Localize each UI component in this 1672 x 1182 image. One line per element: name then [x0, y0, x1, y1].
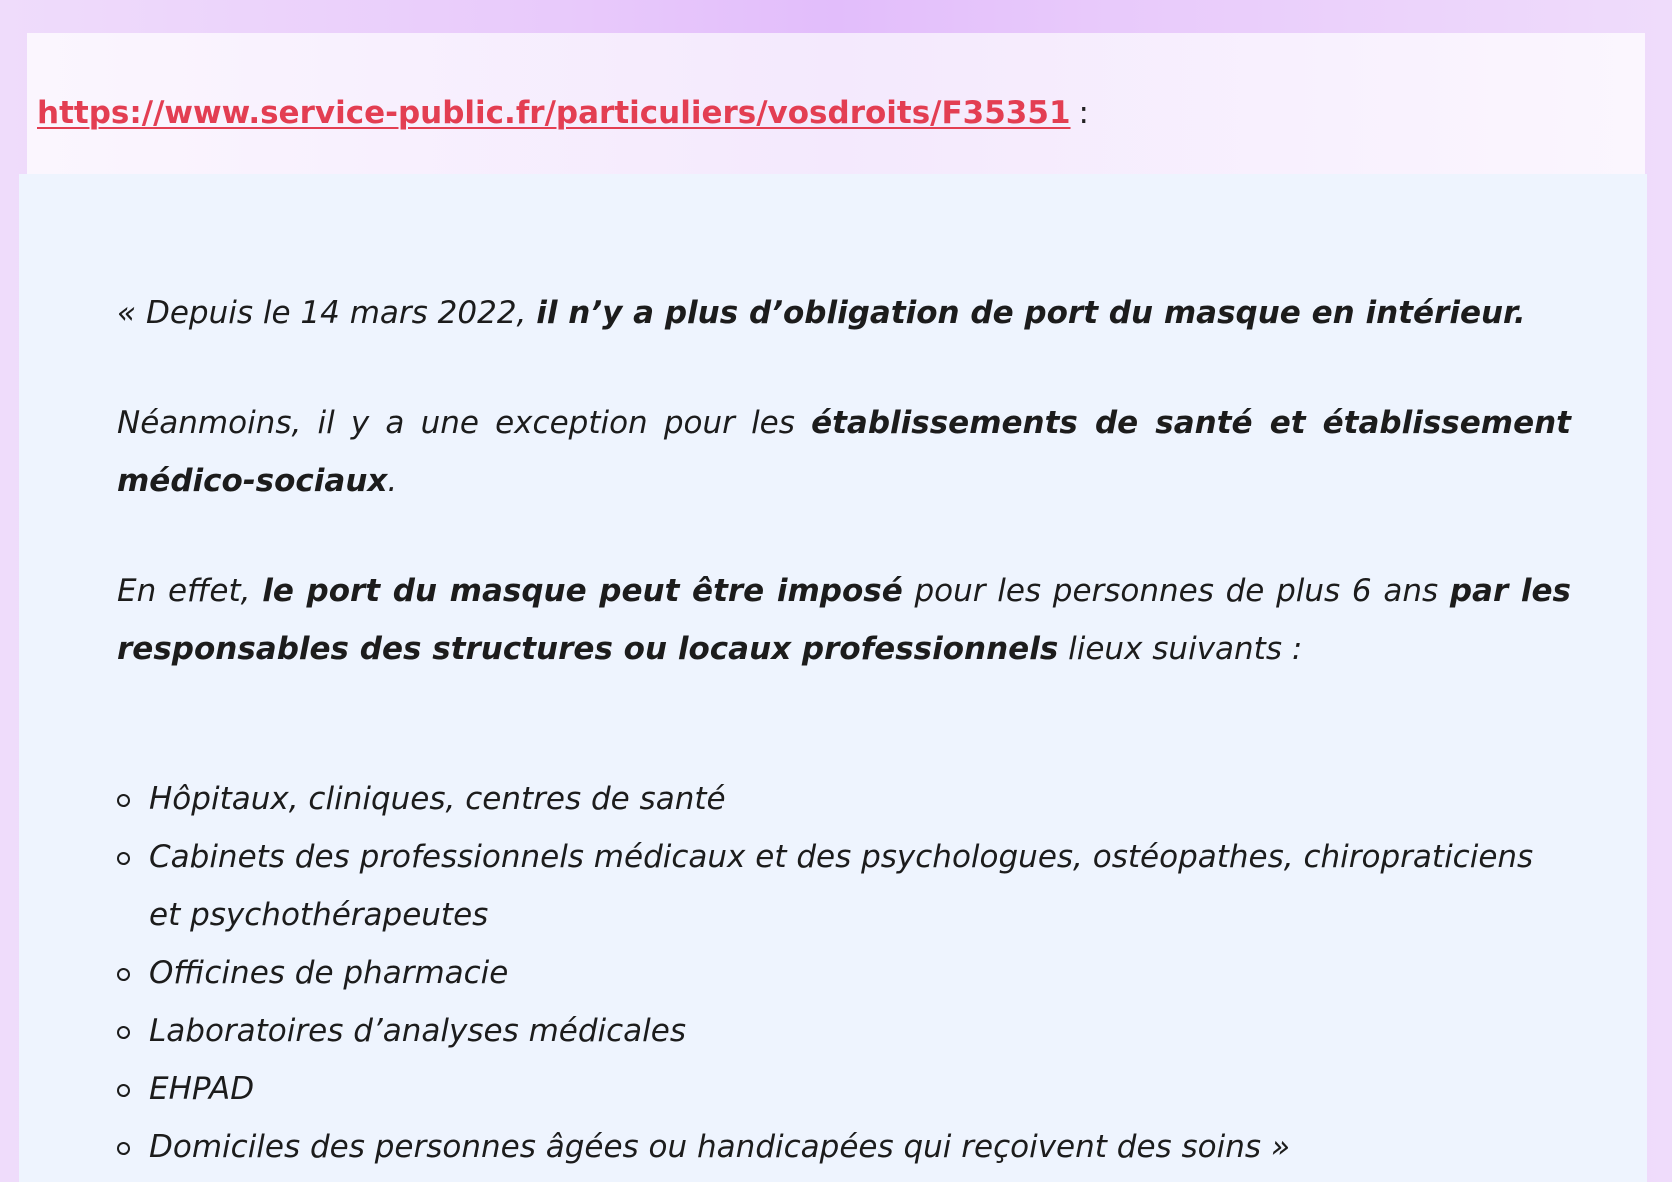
p3-lead: En effet, — [117, 573, 263, 609]
quote-paragraph-2 — [117, 394, 1571, 510]
circle-bullet-icon — [117, 968, 130, 981]
list-item — [117, 944, 1571, 1002]
quote-content — [117, 284, 1571, 1176]
p3-bold-2: par les responsables des structures ou locaux professionnels — [117, 573, 1571, 667]
p2-lead: Néanmoins, il y a une exception pour les — [117, 405, 812, 441]
source-colon: : — [1078, 95, 1089, 131]
source-link[interactable]: https://www.service-public.fr/particuliers/vosdroits/F35351 — [37, 95, 1071, 131]
list-item — [117, 770, 1571, 828]
p3-tail: lieux suivants : — [1058, 631, 1303, 667]
circle-bullet-icon — [117, 852, 130, 865]
quote-block — [19, 174, 1647, 1182]
p2-tail: . — [387, 463, 398, 499]
circle-bullet-icon — [117, 1142, 130, 1155]
list-item — [117, 1060, 1571, 1118]
p2-bold: établissements de santé et établissement médico-sociaux — [117, 405, 1571, 499]
list-item — [117, 1118, 1571, 1176]
quote-paragraph-1 — [117, 284, 1571, 342]
p1-bold: il n’y a plus d’obligation de port du masque en intérieur. — [536, 295, 1526, 331]
circle-bullet-icon — [117, 794, 130, 807]
list-item-text: Cabinets des professionnels médicaux et des psychologues, ostéopathes, chiropraticiens et psychothérapeutes — [149, 839, 1534, 933]
circle-bullet-icon — [117, 1084, 130, 1097]
circle-bullet-icon — [117, 1026, 130, 1039]
list-item-text: Domiciles des personnes âgées ou handicapées qui reçoivent des soins » — [149, 1129, 1291, 1165]
p3-bold-1: le port du masque peut être imposé — [262, 573, 903, 609]
list-item-text: Officines de pharmacie — [149, 955, 509, 991]
places-list — [117, 770, 1571, 1176]
list-item — [117, 828, 1571, 944]
quote-paragraph-3 — [117, 562, 1571, 678]
source-panel — [27, 33, 1645, 174]
list-item-text: Hôpitaux, cliniques, centres de santé — [149, 781, 726, 817]
list-item-text: Laboratoires d’analyses médicales — [149, 1013, 687, 1049]
source-line — [37, 93, 1089, 133]
p3-mid: pour les personnes de plus 6 ans — [902, 573, 1450, 609]
list-item — [117, 1002, 1571, 1060]
list-item-text: EHPAD — [149, 1071, 255, 1107]
p1-lead: « Depuis le 14 mars 2022, — [117, 295, 537, 331]
